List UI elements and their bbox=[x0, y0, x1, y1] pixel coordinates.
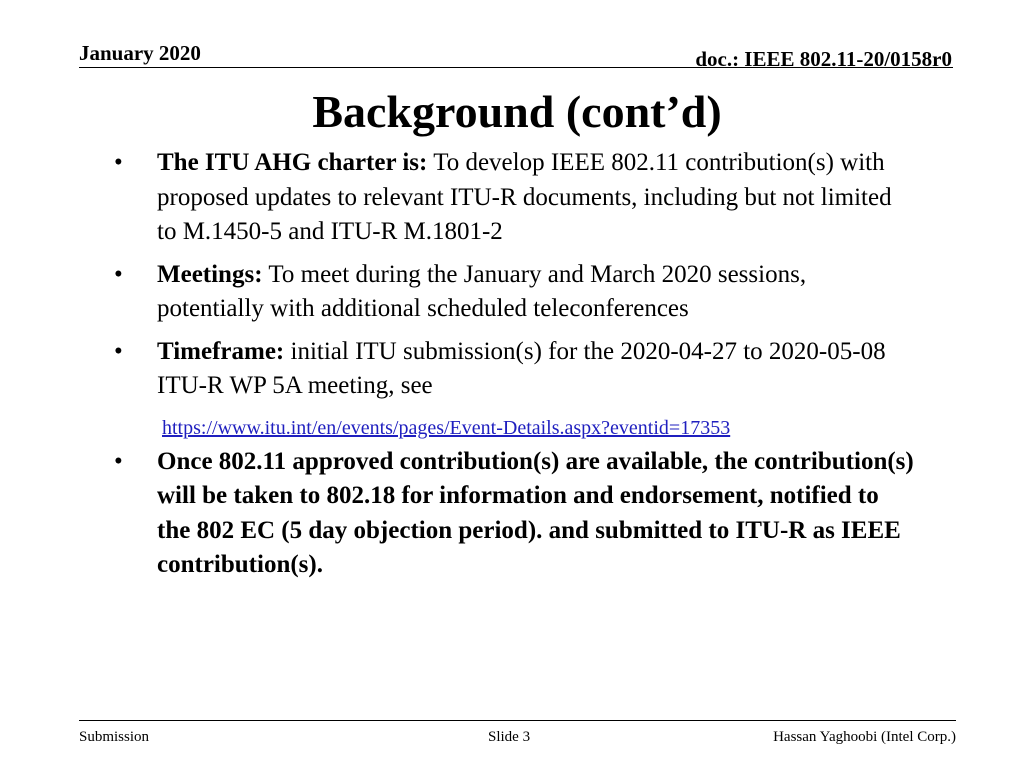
footer-slide-number: Slide 3 bbox=[488, 729, 531, 745]
bullet-meetings bbox=[114, 258, 914, 327]
bullet-lead: The ITU AHG charter is: bbox=[157, 149, 428, 176]
slide-content bbox=[114, 146, 914, 583]
bullet-text: initial ITU submission(s) for the 2020-04-27 to 2020-05-08 ITU-R WP 5A meeting, see bbox=[157, 337, 886, 399]
bullet-icon: • bbox=[114, 337, 123, 365]
header-divider bbox=[79, 67, 953, 68]
bullet-text: To meet during the January and March 2020 sessions, potentially with additional scheduled teleconferences bbox=[157, 260, 807, 322]
header-doc-id: doc.: IEEE 802.11-20/0158r0 bbox=[695, 47, 952, 71]
bullet-icon: • bbox=[114, 260, 123, 288]
itu-event-link[interactable]: https://www.itu.int/en/events/pages/Event-Details.aspx?eventid=17353 bbox=[162, 416, 731, 439]
bullet-icon: • bbox=[114, 149, 123, 176]
footer-author: Hassan Yaghoobi (Intel Corp.) bbox=[773, 729, 956, 745]
bullet-charter bbox=[114, 146, 914, 250]
bullet-timeframe bbox=[114, 335, 914, 404]
footer-submission: Submission bbox=[79, 729, 150, 745]
bullet-icon: • bbox=[114, 447, 123, 475]
header-date: January 2020 bbox=[79, 41, 201, 65]
bullet-text: Once 802.11 approved contribution(s) are available, the contribution(s) will be taken to 802.18 for information and endorsement, notified to the 802 EC (5 day objection period). and submitted to ITU-R as IEEE contribution(s). bbox=[157, 447, 914, 578]
bullet-text: To develop IEEE 802.11 contribution(s) with proposed updates to relevant ITU-R documents, including but not limited to M.1450-5 and ITU-R M.1801-2 bbox=[157, 149, 892, 245]
bullet-lead: Timeframe: bbox=[157, 337, 285, 365]
bullet-lead: Meetings: bbox=[157, 260, 263, 288]
footer-divider bbox=[79, 720, 956, 721]
bullet-submission-process bbox=[114, 445, 914, 583]
slide-title: Background (cont’d) bbox=[312, 86, 722, 137]
itu-event-link-line bbox=[114, 416, 914, 440]
